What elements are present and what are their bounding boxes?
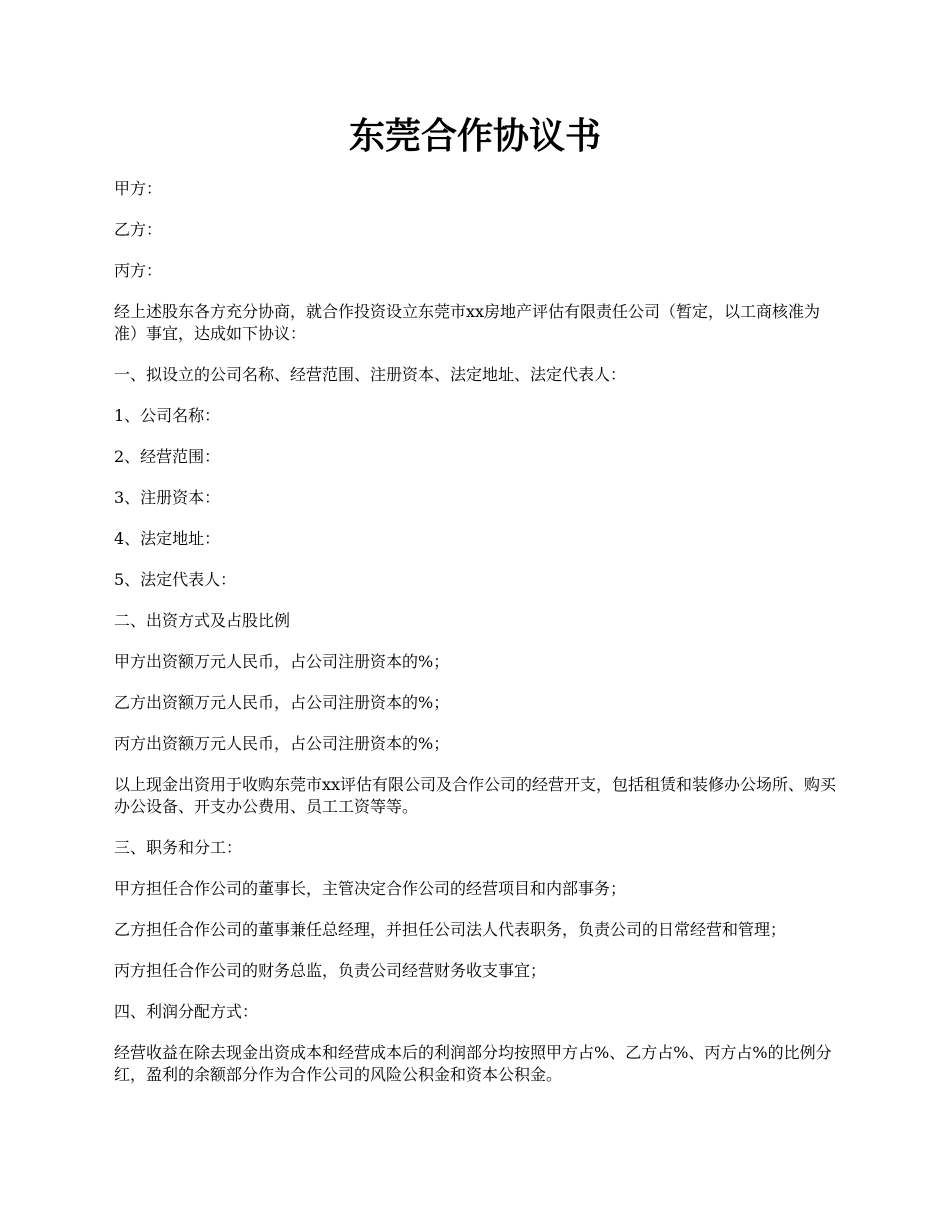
company-name-line: 1、公司名称： bbox=[114, 406, 221, 425]
party-a-role: 甲方担任合作公司的董事长，主管决定合作公司的经营项目和内部事务； bbox=[114, 879, 627, 898]
business-scope-line: 2、经营范围： bbox=[114, 447, 221, 466]
section-1-heading: 一、拟设立的公司名称、经营范围、注册资本、法定地址、法定代表人： bbox=[114, 365, 627, 384]
document-title: 东莞合作协议书 bbox=[348, 115, 601, 157]
section-4-heading: 四、利润分配方式： bbox=[114, 1002, 259, 1021]
section-3-heading: 三、职务和分工： bbox=[114, 838, 243, 857]
cash-usage-paragraph: 以上现金出资用于收购东莞市xx评估有限公司及合作公司的经营开支，包括租赁和装修办公场所、购买办公设备、开支办公费用、员工工资等等。 bbox=[114, 775, 837, 816]
document-body bbox=[114, 178, 842, 1105]
legal-address-line: 4、法定地址： bbox=[114, 529, 221, 548]
party-b-role: 乙方担任合作公司的董事兼任总经理，并担任公司法人代表职务，负责公司的日常经营和管理； bbox=[114, 920, 787, 939]
party-a-line: 甲方： bbox=[114, 179, 163, 198]
preamble-paragraph: 经上述股东各方充分协商，就合作投资设立东莞市xx房地产评估有限责任公司（暂定，以工商核准为准）事宜，达成如下协议： bbox=[114, 302, 821, 343]
profit-distribution-paragraph: 经营收益在除去现金出资成本和经营成本后的利润部分均按照甲方占%、乙方占%、丙方占%的比例分红，盈利的余额部分作为合作公司的风险公积金和资本公积金。 bbox=[114, 1043, 832, 1084]
party-b-line: 乙方： bbox=[114, 220, 163, 239]
section-2-heading: 二、出资方式及占股比例 bbox=[114, 611, 291, 630]
party-b-contribution: 乙方出资额万元人民币，占公司注册资本的%； bbox=[114, 693, 450, 712]
registered-capital-line: 3、注册资本： bbox=[114, 488, 221, 507]
party-a-contribution: 甲方出资额万元人民币，占公司注册资本的%； bbox=[114, 652, 450, 671]
legal-representative-line: 5、法定代表人： bbox=[114, 570, 237, 589]
party-c-role: 丙方担任合作公司的财务总监，负责公司经营财务收支事宜； bbox=[114, 961, 547, 980]
party-c-line: 丙方： bbox=[114, 261, 163, 280]
party-c-contribution: 丙方出资额万元人民币，占公司注册资本的%； bbox=[114, 734, 450, 753]
